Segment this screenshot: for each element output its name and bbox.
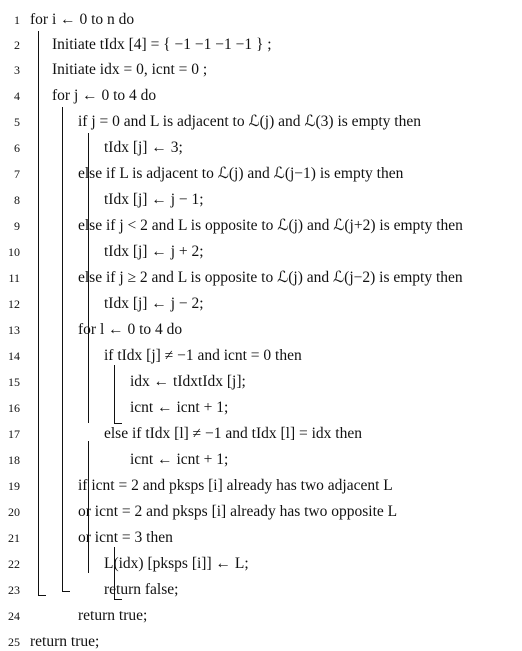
block-rule bbox=[114, 599, 122, 600]
code-line: if icnt = 2 and pksps [i] already has two adjacent L bbox=[78, 477, 393, 494]
line-number: 3 bbox=[14, 63, 20, 77]
code-line: tIdx [j] ← j + 2; bbox=[104, 243, 204, 260]
block-rule bbox=[38, 31, 39, 595]
code-line: icnt ← icnt + 1; bbox=[130, 451, 229, 468]
code-line: tIdx [j] ← j − 1; bbox=[104, 191, 204, 208]
line-number: 4 bbox=[14, 89, 20, 103]
line-number: 16 bbox=[8, 401, 20, 415]
line-number: 8 bbox=[14, 193, 20, 207]
code-line: else if j < 2 and L is opposite to ℒ(j) and ℒ(j+2) is empty then bbox=[78, 217, 463, 234]
block-rule bbox=[38, 595, 46, 596]
block-rule bbox=[62, 107, 63, 591]
code-line: Initiate tIdx [4] = { −1 −1 −1 −1 } ; bbox=[52, 36, 272, 53]
line-number: 25 bbox=[8, 635, 20, 649]
code-line: idx ← tIdxtIdx [j]; bbox=[130, 373, 246, 390]
line-number: 19 bbox=[8, 479, 20, 493]
line-number: 15 bbox=[8, 375, 20, 389]
line-number: 11 bbox=[8, 271, 20, 285]
code-line: if tIdx [j] ≠ −1 and icnt = 0 then bbox=[104, 347, 302, 364]
code-line: or icnt = 2 and pksps [i] already has two opposite L bbox=[78, 503, 398, 520]
line-number: 20 bbox=[8, 505, 20, 519]
code-line: else if tIdx [l] ≠ −1 and tIdx [l] = idx then bbox=[104, 425, 362, 442]
line-number: 6 bbox=[14, 141, 20, 155]
code-line: return true; bbox=[78, 607, 148, 624]
block-rule bbox=[114, 423, 122, 424]
code-line: tIdx [j] ← j − 2; bbox=[104, 295, 204, 312]
line-number: 14 bbox=[8, 349, 20, 363]
code-line: Initiate idx = 0, icnt = 0 ; bbox=[52, 61, 208, 78]
line-number: 17 bbox=[8, 427, 20, 441]
code-line: return false; bbox=[104, 581, 179, 598]
code-line: for j ← 0 to 4 do bbox=[52, 87, 157, 104]
block-rule bbox=[88, 133, 89, 423]
block-rule bbox=[88, 441, 89, 573]
code-line: if j = 0 and L is adjacent to ℒ(j) and ℒ(3) is empty then bbox=[78, 113, 421, 130]
code-line: else if j ≥ 2 and L is opposite to ℒ(j) and ℒ(j−2) is empty then bbox=[78, 269, 463, 286]
line-number: 23 bbox=[8, 583, 20, 597]
block-rule bbox=[114, 547, 115, 599]
code-line: return true; bbox=[30, 633, 100, 650]
code-line: else if L is adjacent to ℒ(j) and ℒ(j−1) is empty then bbox=[78, 165, 404, 182]
line-number: 2 bbox=[14, 38, 20, 52]
line-number: 1 bbox=[14, 13, 20, 27]
line-number: 9 bbox=[14, 219, 20, 233]
code-line: icnt ← icnt + 1; bbox=[130, 399, 229, 416]
line-number: 12 bbox=[8, 297, 20, 311]
code-line: or icnt = 3 then bbox=[78, 529, 173, 546]
line-number: 13 bbox=[8, 323, 20, 337]
block-rule bbox=[114, 365, 115, 423]
line-number: 22 bbox=[8, 557, 20, 571]
line-number: 10 bbox=[8, 245, 20, 259]
line-number: 7 bbox=[14, 167, 20, 181]
code-line: for i ← 0 to n do bbox=[30, 11, 135, 28]
line-number: 18 bbox=[8, 453, 20, 467]
code-line: for l ← 0 to 4 do bbox=[78, 321, 183, 338]
line-number: 21 bbox=[8, 531, 20, 545]
code-line: L(idx) [pksps [i]] ← L; bbox=[104, 555, 249, 572]
line-number: 24 bbox=[8, 609, 20, 623]
code-line: tIdx [j] ← 3; bbox=[104, 139, 183, 156]
block-rule bbox=[62, 591, 70, 592]
line-number: 5 bbox=[14, 115, 20, 129]
